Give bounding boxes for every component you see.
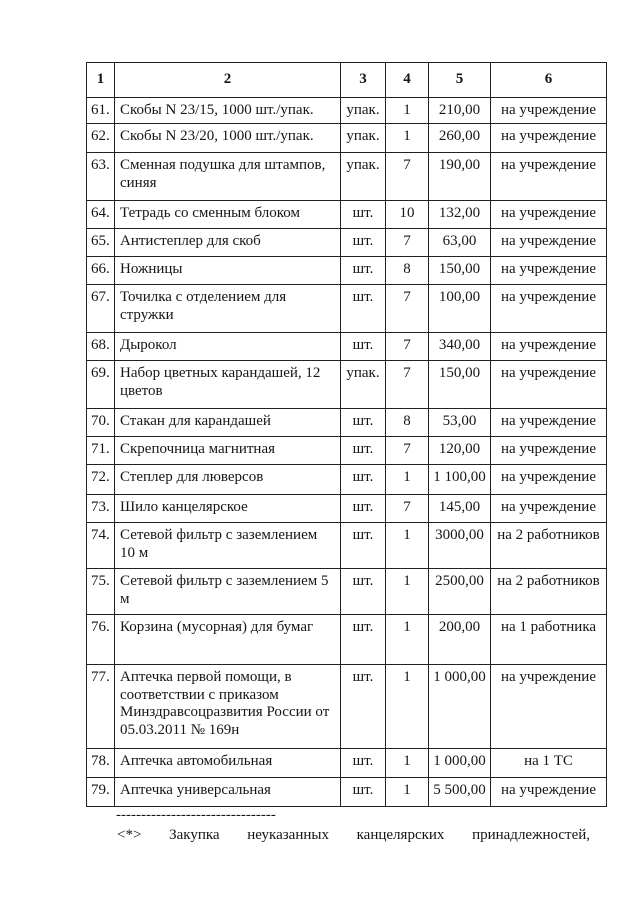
row-number: 72. [87,465,115,495]
header-col-4: 4 [386,63,429,98]
table-row [87,523,607,569]
item-price: 260,00 [429,124,491,153]
header-col-3: 3 [341,63,386,98]
row-number: 64. [87,201,115,229]
header-col-2: 2 [115,63,341,98]
footnote-text: <*> Закупка неуказанных канцелярских принадлежностей, [117,827,590,843]
table-row [87,361,607,409]
item-price: 63,00 [429,229,491,257]
item-unit: шт. [341,569,386,615]
item-unit: шт. [341,229,386,257]
row-number: 76. [87,615,115,665]
row-number: 62. [87,124,115,153]
table-row [87,333,607,361]
row-number: 78. [87,749,115,778]
item-quantity: 8 [386,409,429,437]
item-name: Шило канцелярское [115,495,341,523]
row-number: 68. [87,333,115,361]
item-price: 5 500,00 [429,778,491,807]
item-unit: шт. [341,437,386,465]
item-norm: на 2 работников [491,523,607,569]
item-name: Сетевой фильтр с заземлением 10 м [115,523,341,569]
table-row [87,465,607,495]
row-number: 73. [87,495,115,523]
item-name: Стакан для карандашей [115,409,341,437]
row-number: 77. [87,665,115,749]
item-name: Сменная подушка для штампов, синяя [115,153,341,201]
item-name: Дырокол [115,333,341,361]
table-row [87,201,607,229]
item-norm: на 1 работника [491,615,607,665]
item-unit: шт. [341,615,386,665]
table-row [87,665,607,749]
item-quantity: 7 [386,361,429,409]
item-unit: упак. [341,98,386,124]
item-price: 132,00 [429,201,491,229]
table-row [87,229,607,257]
item-norm: на учреждение [491,495,607,523]
item-name: Тетрадь со сменным блоком [115,201,341,229]
item-name: Скобы N 23/20, 1000 шт./упак. [115,124,341,153]
item-unit: шт. [341,257,386,285]
item-price: 340,00 [429,333,491,361]
item-price: 2500,00 [429,569,491,615]
item-norm: на учреждение [491,778,607,807]
table-row [87,569,607,615]
item-quantity: 1 [386,615,429,665]
header-col-5: 5 [429,63,491,98]
item-norm: на 1 ТС [491,749,607,778]
item-price: 1 000,00 [429,665,491,749]
item-norm: на учреждение [491,201,607,229]
item-name: Аптечка первой помощи, в соответствии с приказом Минздравсоцразвития России от 05.03.2011 № 169н [115,665,341,749]
item-quantity: 1 [386,124,429,153]
row-number: 65. [87,229,115,257]
item-name: Корзина (мусорная) для бумаг [115,615,341,665]
table-row [87,257,607,285]
item-quantity: 1 [386,749,429,778]
item-norm: на учреждение [491,285,607,333]
row-number: 75. [87,569,115,615]
item-norm: на учреждение [491,257,607,285]
item-unit: шт. [341,665,386,749]
item-quantity: 1 [386,665,429,749]
table-row [87,153,607,201]
item-quantity: 1 [386,98,429,124]
row-number: 67. [87,285,115,333]
table-row [87,495,607,523]
footnote-separator: -------------------------------- [116,807,276,823]
item-quantity: 1 [386,569,429,615]
item-norm: на учреждение [491,465,607,495]
item-quantity: 7 [386,285,429,333]
item-name: Степлер для люверсов [115,465,341,495]
item-price: 1 000,00 [429,749,491,778]
item-name: Аптечка автомобильная [115,749,341,778]
table-row [87,615,607,665]
item-price: 150,00 [429,257,491,285]
item-name: Скрепочница магнитная [115,437,341,465]
item-norm: на учреждение [491,124,607,153]
row-number: 63. [87,153,115,201]
item-quantity: 8 [386,257,429,285]
item-unit: упак. [341,124,386,153]
table-row [87,437,607,465]
row-number: 71. [87,437,115,465]
item-norm: на 2 работников [491,569,607,615]
item-name: Набор цветных карандашей, 12 цветов [115,361,341,409]
item-name: Антистеплер для скоб [115,229,341,257]
item-norm: на учреждение [491,409,607,437]
item-quantity: 10 [386,201,429,229]
item-quantity: 1 [386,778,429,807]
item-unit: упак. [341,361,386,409]
item-norm: на учреждение [491,361,607,409]
item-name: Точилка с отделением для стружки [115,285,341,333]
item-norm: на учреждение [491,437,607,465]
item-name: Ножницы [115,257,341,285]
item-unit: шт. [341,778,386,807]
row-number: 69. [87,361,115,409]
item-quantity: 7 [386,437,429,465]
item-unit: шт. [341,409,386,437]
table-row [87,124,607,153]
item-unit: шт. [341,465,386,495]
item-price: 53,00 [429,409,491,437]
item-price: 100,00 [429,285,491,333]
row-number: 79. [87,778,115,807]
item-norm: на учреждение [491,98,607,124]
item-price: 1 100,00 [429,465,491,495]
item-name: Сетевой фильтр с заземлением 5 м [115,569,341,615]
item-price: 120,00 [429,437,491,465]
item-price: 150,00 [429,361,491,409]
table-row [87,749,607,778]
item-unit: шт. [341,495,386,523]
item-unit: шт. [341,201,386,229]
table-row [87,409,607,437]
item-norm: на учреждение [491,333,607,361]
item-price: 200,00 [429,615,491,665]
item-price: 145,00 [429,495,491,523]
item-price: 3000,00 [429,523,491,569]
table-row [87,98,607,124]
item-unit: шт. [341,523,386,569]
item-quantity: 7 [386,495,429,523]
table-header-row [87,63,607,98]
item-unit: шт. [341,285,386,333]
item-unit: шт. [341,749,386,778]
header-col-6: 6 [491,63,607,98]
item-quantity: 7 [386,333,429,361]
item-name: Аптечка универсальная [115,778,341,807]
table-row [87,285,607,333]
row-number: 66. [87,257,115,285]
item-norm: на учреждение [491,229,607,257]
header-col-1: 1 [87,63,115,98]
item-norm: на учреждение [491,153,607,201]
row-number: 74. [87,523,115,569]
row-number: 61. [87,98,115,124]
item-quantity: 7 [386,153,429,201]
item-unit: упак. [341,153,386,201]
item-unit: шт. [341,333,386,361]
item-name: Скобы N 23/15, 1000 шт./упак. [115,98,341,124]
item-quantity: 1 [386,465,429,495]
item-quantity: 7 [386,229,429,257]
item-norm: на учреждение [491,665,607,749]
table-row [87,778,607,807]
row-number: 70. [87,409,115,437]
item-price: 190,00 [429,153,491,201]
item-price: 210,00 [429,98,491,124]
item-quantity: 1 [386,523,429,569]
supplies-table [86,62,607,807]
